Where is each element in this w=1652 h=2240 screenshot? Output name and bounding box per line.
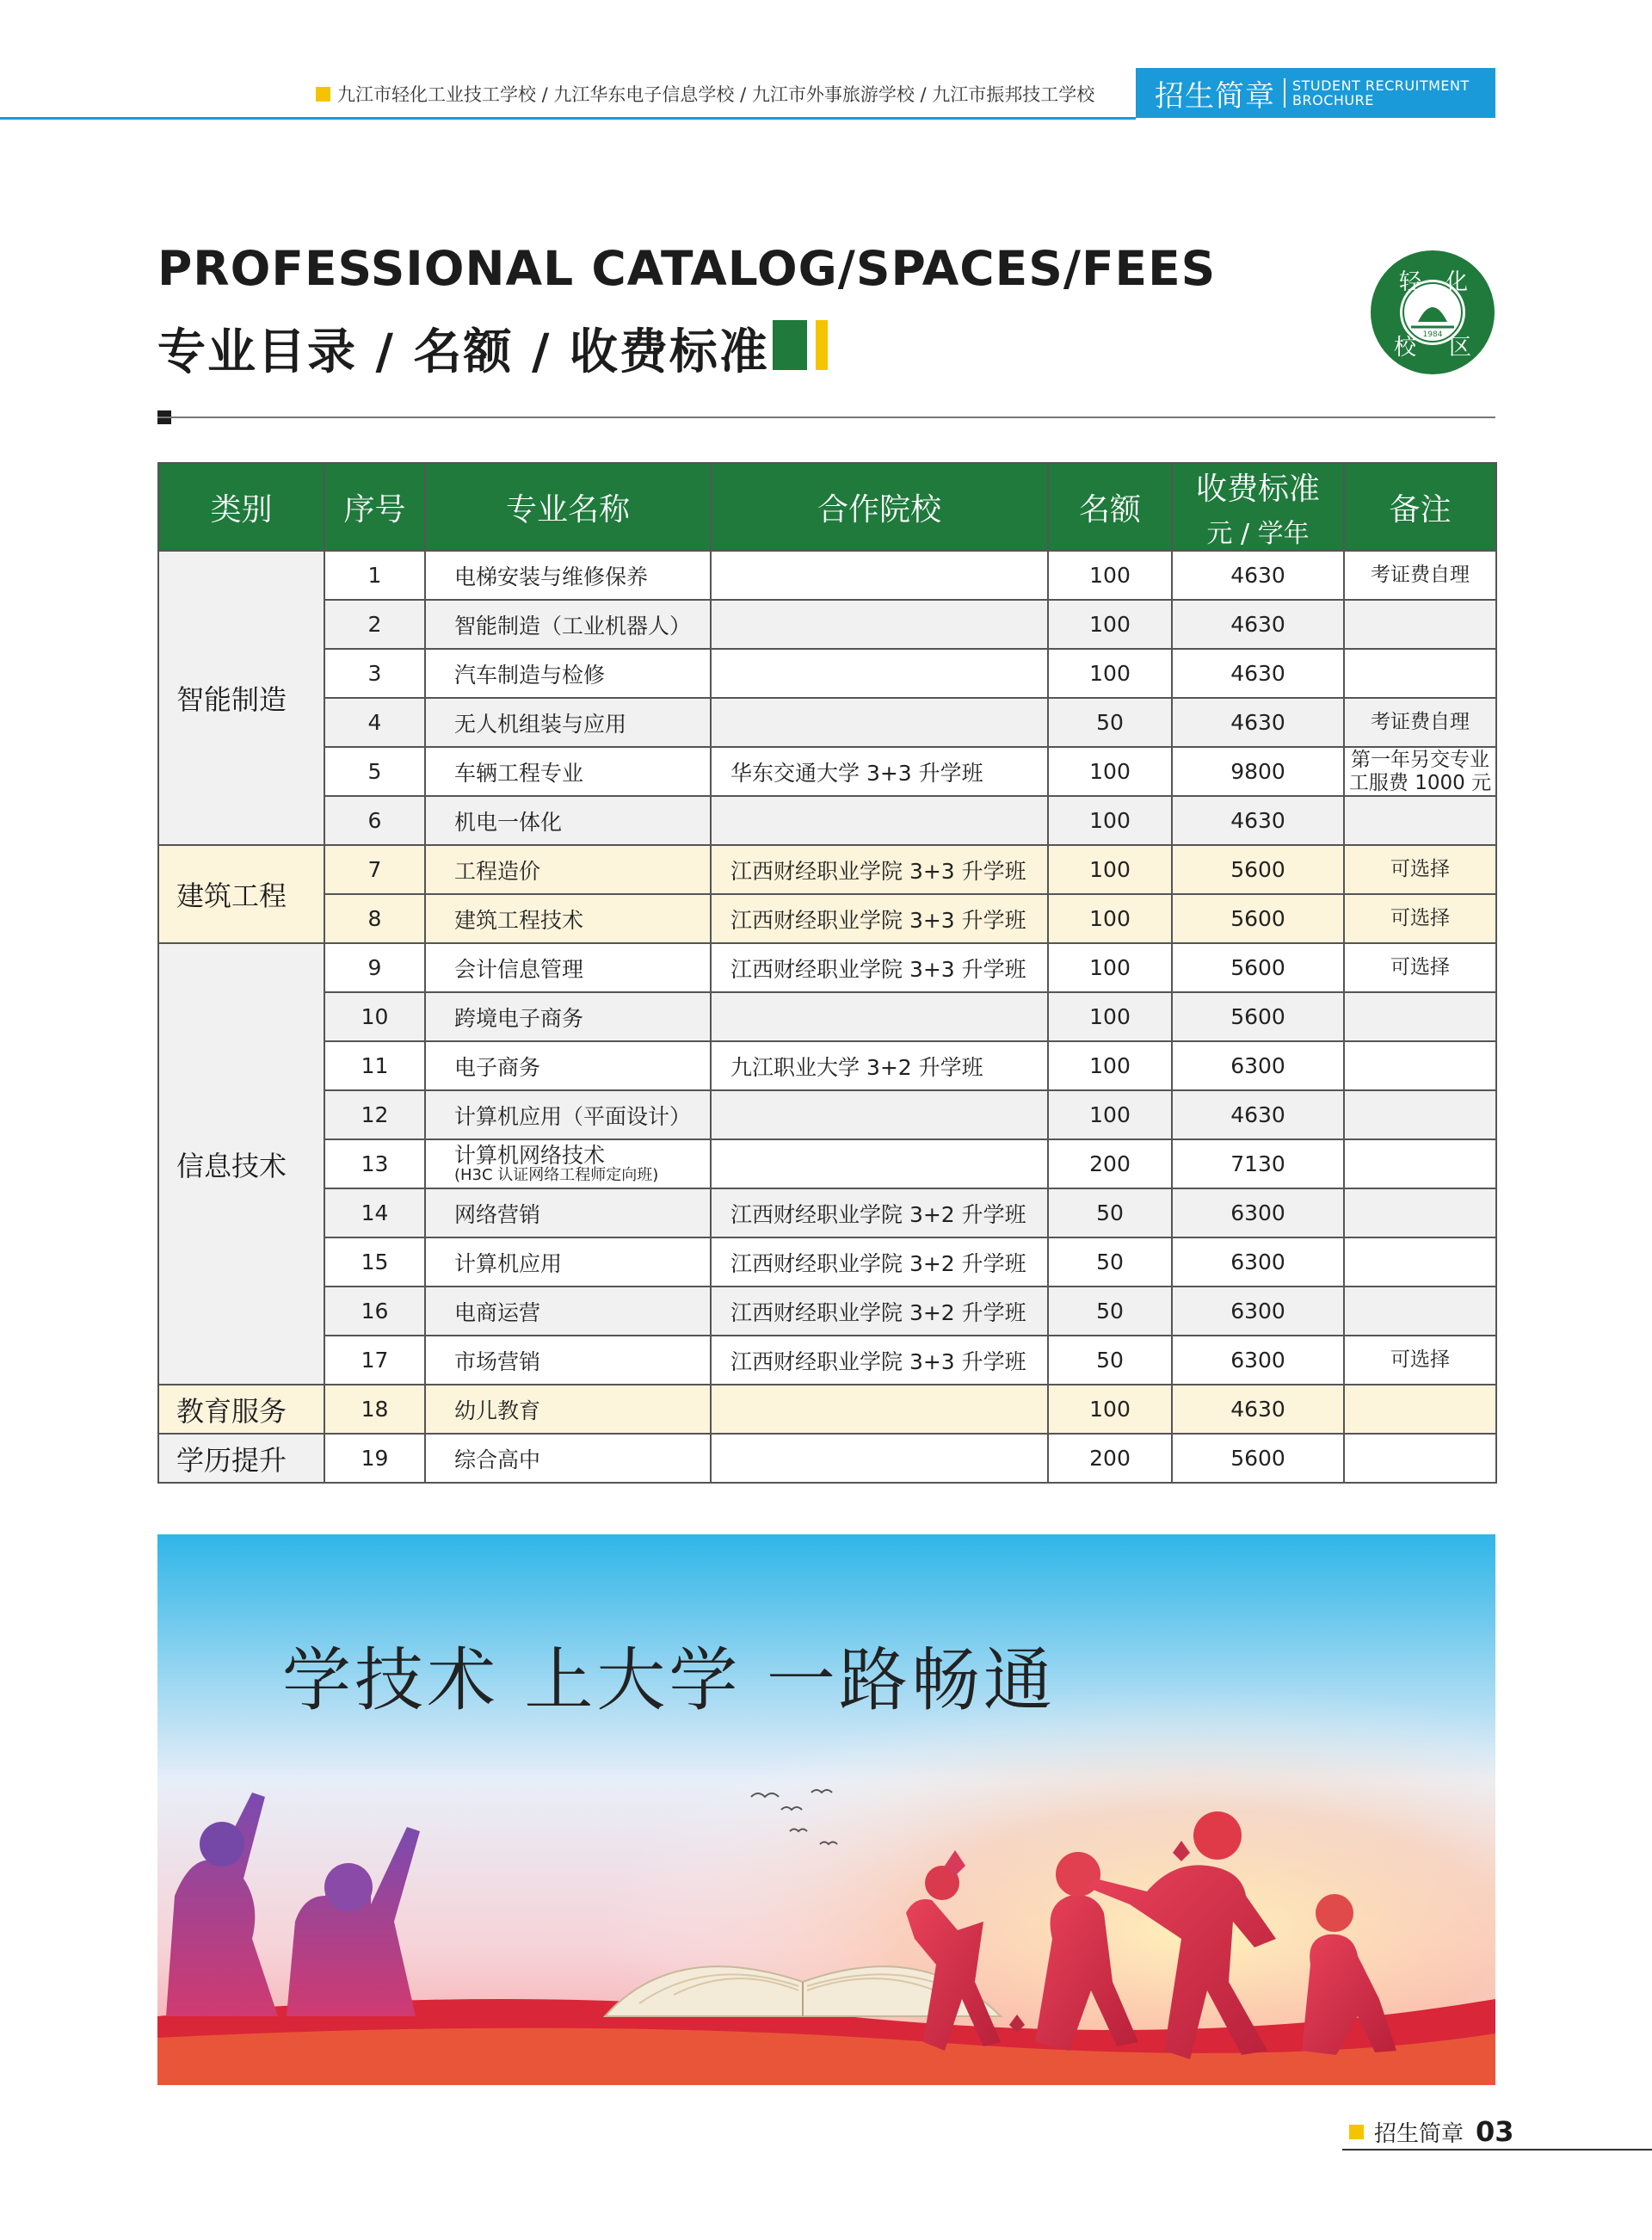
- table-row: [158, 649, 1496, 698]
- category-cell: 教育服务: [158, 1385, 324, 1434]
- row-quota: 100: [1048, 943, 1172, 992]
- row-index: 11: [324, 1041, 425, 1090]
- row-major: 会计信息管理: [425, 943, 711, 992]
- row-fee: 5600: [1172, 1434, 1344, 1483]
- header-rule: [0, 117, 1136, 120]
- logo-char-1: 轻: [1399, 269, 1422, 295]
- logo-char-4: 区: [1449, 335, 1472, 361]
- table-row: [158, 943, 1496, 992]
- row-index: 15: [324, 1237, 425, 1287]
- row-partner: 江西财经职业学院 3+3 升学班: [711, 894, 1048, 943]
- row-major: [425, 1139, 711, 1188]
- row-partner: [711, 551, 1048, 600]
- row-note: 考证费自理: [1344, 551, 1496, 600]
- row-note: [1344, 1237, 1496, 1287]
- row-partner: [711, 1385, 1048, 1434]
- row-quota: 100: [1048, 1385, 1172, 1434]
- row-index: 7: [324, 845, 425, 894]
- row-quota: 50: [1048, 698, 1172, 747]
- row-index: 12: [324, 1090, 425, 1139]
- row-fee: 6300: [1172, 1336, 1344, 1385]
- row-index: 8: [324, 894, 425, 943]
- row-note: 可选择: [1344, 943, 1496, 992]
- row-major: 幼儿教育: [425, 1385, 711, 1434]
- row-note-line1: 第一年另交专业: [1351, 748, 1489, 771]
- badge-separator: [1284, 78, 1285, 108]
- green-block-icon: [773, 320, 807, 370]
- row-fee: 5600: [1172, 943, 1344, 992]
- row-major: 市场营销: [425, 1336, 711, 1385]
- row-quota: 200: [1048, 1434, 1172, 1483]
- table-row: [158, 551, 1496, 600]
- row-quota: 100: [1048, 796, 1172, 845]
- row-partner: 江西财经职业学院 3+3 升学班: [711, 943, 1048, 992]
- logo-char-2: 化: [1446, 269, 1469, 295]
- row-index: 4: [324, 698, 425, 747]
- row-major: 工程造价: [425, 845, 711, 894]
- row-fee: 4630: [1172, 649, 1344, 698]
- row-note: [1344, 649, 1496, 698]
- row-quota: 100: [1048, 649, 1172, 698]
- campus-logo-emblem: [1368, 248, 1497, 377]
- table-row: [158, 992, 1496, 1041]
- row-fee: 9800: [1172, 747, 1344, 796]
- row-note: [1344, 992, 1496, 1041]
- table-row: [158, 1434, 1496, 1483]
- header-fee-top: 收费标准: [1195, 471, 1320, 507]
- table-row: [158, 1139, 1496, 1188]
- row-note: [1344, 600, 1496, 649]
- row-fee: 7130: [1172, 1139, 1344, 1188]
- row-major: 建筑工程技术: [425, 894, 711, 943]
- title-divider: [157, 417, 1495, 418]
- header-major: 专业名称: [425, 463, 711, 551]
- row-major: 智能制造（工业机器人）: [425, 600, 711, 649]
- row-major: 网络营销: [425, 1188, 711, 1237]
- row-quota: 100: [1048, 1041, 1172, 1090]
- catalog-table-wrap: [157, 462, 1497, 1484]
- row-fee: 4630: [1172, 1090, 1344, 1139]
- row-fee: 4630: [1172, 551, 1344, 600]
- row-index: 19: [324, 1434, 425, 1483]
- banner-slogan: 学技术 上大学 一路畅通: [282, 1640, 1056, 1720]
- row-index: 14: [324, 1188, 425, 1237]
- row-note-line2: 工服费 1000 元: [1348, 771, 1492, 794]
- row-quota: 100: [1048, 747, 1172, 796]
- row-major: 综合高中: [425, 1434, 711, 1483]
- row-major: 电子商务: [425, 1041, 711, 1090]
- row-fee: 5600: [1172, 845, 1344, 894]
- row-quota: 100: [1048, 600, 1172, 649]
- row-note: [1344, 1287, 1496, 1336]
- row-index: 9: [324, 943, 425, 992]
- category-cell: 学历提升: [158, 1434, 324, 1483]
- table-row: [158, 747, 1496, 796]
- category-cell: 信息技术: [158, 943, 324, 1385]
- footer-rule: [1342, 2149, 1652, 2151]
- row-fee: 6300: [1172, 1237, 1344, 1287]
- page-footer: [1349, 2115, 1514, 2148]
- badge-en-line2: BROCHURE: [1292, 92, 1374, 108]
- row-note: 可选择: [1344, 845, 1496, 894]
- row-partner: [711, 698, 1048, 747]
- header-fee-sub: 元 / 学年: [1206, 518, 1310, 549]
- row-index: 13: [324, 1139, 425, 1188]
- table-header-row: [158, 463, 1496, 551]
- row-index: 16: [324, 1287, 425, 1336]
- row-index: 18: [324, 1385, 425, 1434]
- header-partner: 合作院校: [711, 463, 1048, 551]
- yellow-square-icon: [316, 87, 330, 102]
- row-quota: 50: [1048, 1287, 1172, 1336]
- category-cell: 智能制造: [158, 551, 324, 845]
- page-title-en: PROFESSIONAL CATALOG/SPACES/FEES: [157, 241, 1217, 296]
- row-partner: 江西财经职业学院 3+3 升学班: [711, 845, 1048, 894]
- badge-en-line1: STUDENT RECRUITMENT: [1292, 77, 1470, 94]
- schools-text: 九江市轻化工业技工学校 / 九江华东电子信息学校 / 九江市外事旅游学校 / 九江市振邦技工学校: [337, 84, 1095, 105]
- row-fee: 4630: [1172, 796, 1344, 845]
- table-row: [158, 845, 1496, 894]
- row-quota: 50: [1048, 1188, 1172, 1237]
- row-major: 电梯安装与维修保养: [425, 551, 711, 600]
- table-row: [158, 1385, 1496, 1434]
- table-row: [158, 894, 1496, 943]
- row-major-sub: (H3C 认证网络工程师定向班): [454, 1166, 659, 1184]
- row-partner: 江西财经职业学院 3+2 升学班: [711, 1188, 1048, 1237]
- table-row: [158, 1237, 1496, 1287]
- row-partner: [711, 649, 1048, 698]
- row-major: 跨境电子商务: [425, 992, 711, 1041]
- row-partner: [711, 600, 1048, 649]
- row-quota: 100: [1048, 551, 1172, 600]
- header-fee: [1172, 463, 1344, 551]
- page-number: 03: [1476, 2115, 1514, 2148]
- row-quota: 100: [1048, 1090, 1172, 1139]
- table-row: [158, 796, 1496, 845]
- row-quota: 100: [1048, 992, 1172, 1041]
- row-index: 17: [324, 1336, 425, 1385]
- row-fee: 5600: [1172, 894, 1344, 943]
- header-index: 序号: [324, 463, 425, 551]
- campus-logo: [1368, 248, 1497, 380]
- footer-label: 招生简章: [1374, 2120, 1464, 2147]
- row-index: 5: [324, 747, 425, 796]
- row-major: 电商运营: [425, 1287, 711, 1336]
- row-partner: 九江职业大学 3+2 升学班: [711, 1041, 1048, 1090]
- category-cell: 建筑工程: [158, 845, 324, 943]
- row-note: [1344, 1434, 1496, 1483]
- row-major: 计算机应用: [425, 1237, 711, 1287]
- badge-cn: 招生简章: [1155, 78, 1275, 114]
- table-row: [158, 1287, 1496, 1336]
- row-note: [1344, 1041, 1496, 1090]
- logo-char-3: 校: [1394, 335, 1417, 361]
- header-category: 类别: [158, 463, 324, 551]
- header-schools: [316, 81, 1094, 107]
- row-index: 10: [324, 992, 425, 1041]
- table-row: [158, 1188, 1496, 1237]
- row-note: 可选择: [1344, 1336, 1496, 1385]
- footer-square-icon: [1349, 2125, 1364, 2139]
- row-quota: 100: [1048, 894, 1172, 943]
- row-fee: 4630: [1172, 698, 1344, 747]
- brochure-badge: [1136, 68, 1495, 118]
- header-note: 备注: [1344, 463, 1496, 551]
- row-partner: [711, 1139, 1048, 1188]
- banner-illustration: [157, 1534, 1495, 2085]
- table-row: [158, 600, 1496, 649]
- row-major: 无人机组装与应用: [425, 698, 711, 747]
- row-fee: 5600: [1172, 992, 1344, 1041]
- row-quota: 50: [1048, 1336, 1172, 1385]
- row-partner: 江西财经职业学院 3+2 升学班: [711, 1287, 1048, 1336]
- row-partner: [711, 1090, 1048, 1139]
- row-fee: 6300: [1172, 1188, 1344, 1237]
- table-row: [158, 1336, 1496, 1385]
- row-partner: [711, 796, 1048, 845]
- row-note: [1344, 747, 1496, 796]
- table-row: [158, 698, 1496, 747]
- badge-en: [1292, 78, 1470, 108]
- row-major: 汽车制造与检修: [425, 649, 711, 698]
- row-index: 1: [324, 551, 425, 600]
- page-title-cn: 专业目录 / 名额 / 收费标准: [157, 324, 769, 380]
- row-partner: 江西财经职业学院 3+3 升学班: [711, 1336, 1048, 1385]
- row-index: 2: [324, 600, 425, 649]
- row-partner: [711, 1434, 1048, 1483]
- row-fee: 6300: [1172, 1287, 1344, 1336]
- row-note: 考证费自理: [1344, 698, 1496, 747]
- row-major: 机电一体化: [425, 796, 711, 845]
- slogan-banner: [157, 1534, 1495, 2085]
- logo-year: 1984: [1422, 330, 1443, 339]
- row-quota: 200: [1048, 1139, 1172, 1188]
- row-partner: [711, 992, 1048, 1041]
- row-major-main: 计算机网络技术: [454, 1143, 606, 1168]
- table-row: [158, 1090, 1496, 1139]
- row-note: [1344, 1188, 1496, 1237]
- row-partner: 江西财经职业学院 3+2 升学班: [711, 1237, 1048, 1287]
- row-partner: 华东交通大学 3+3 升学班: [711, 747, 1048, 796]
- row-note: [1344, 1139, 1496, 1188]
- row-quota: 50: [1048, 1237, 1172, 1287]
- row-major: 计算机应用（平面设计）: [425, 1090, 711, 1139]
- row-quota: 100: [1048, 845, 1172, 894]
- catalog-table: [157, 462, 1497, 1484]
- row-fee: 4630: [1172, 600, 1344, 649]
- row-note: [1344, 1385, 1496, 1434]
- row-major: 车辆工程专业: [425, 747, 711, 796]
- row-index: 3: [324, 649, 425, 698]
- row-fee: 6300: [1172, 1041, 1344, 1090]
- yellow-block-icon: [816, 320, 828, 370]
- row-note: [1344, 796, 1496, 845]
- row-note: 可选择: [1344, 894, 1496, 943]
- row-index: 6: [324, 796, 425, 845]
- row-fee: 4630: [1172, 1385, 1344, 1434]
- row-note: [1344, 1090, 1496, 1139]
- header-quota: 名额: [1048, 463, 1172, 551]
- table-row: [158, 1041, 1496, 1090]
